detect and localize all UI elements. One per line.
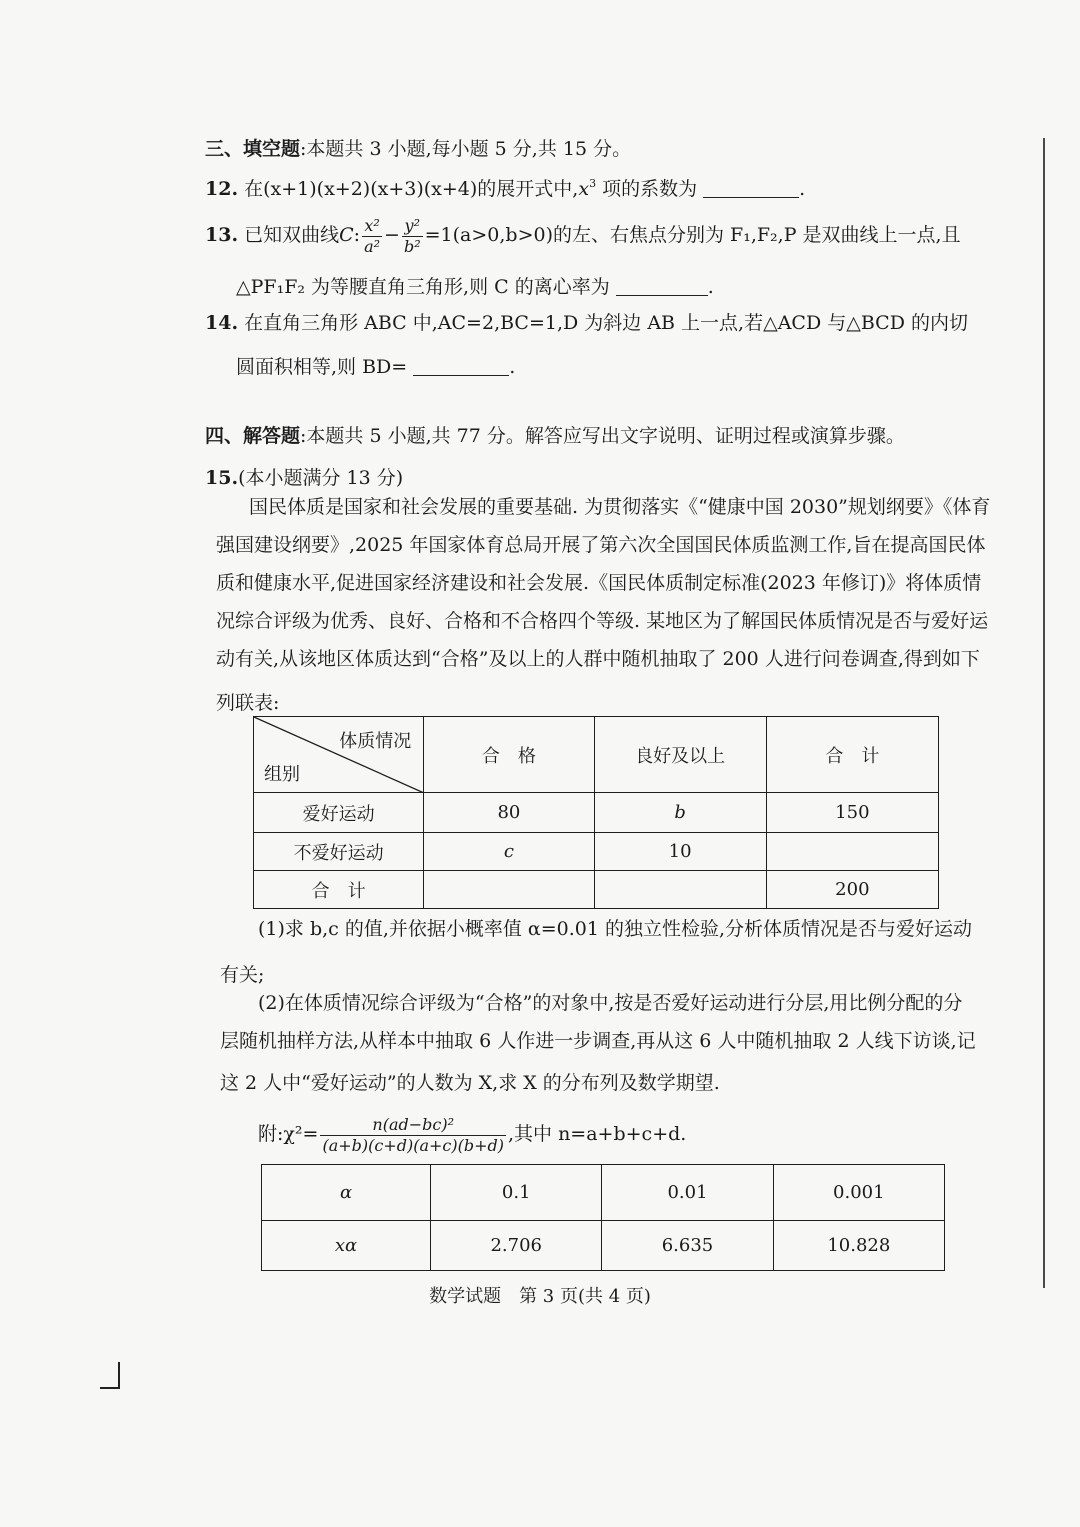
diagonal-header-cell [254,717,424,793]
table-row [254,871,939,909]
table-cell: 150 [766,793,938,833]
operator: − [384,224,400,246]
table-header-row [254,717,939,793]
question-head: (本小题满分 13 分) [238,467,404,489]
chi-square-fraction [320,1115,506,1156]
punctuation: . [509,356,516,378]
question-text: 在直角三角形 ABC 中,AC=2,BC=1,D 为斜边 AB 上一点,若△ACD 与△BCD 的内切 [244,312,968,334]
table-row [262,1221,945,1271]
section-title: 三、填空题 [205,138,301,160]
question-number: 15. [205,467,239,489]
part-1-line: 有关; [220,964,265,986]
question-14 [205,310,968,336]
question-number: 12. [205,178,239,200]
row-label: 合 计 [254,871,424,909]
question-text: : [353,224,361,246]
answer-blank[interactable] [703,179,799,198]
table-cell: 2.706 [431,1221,602,1271]
formula-suffix: ,其中 n=a+b+c+d. [507,1123,687,1145]
section-desc: :本题共 3 小题,每小题 5 分,共 15 分。 [300,138,632,160]
fraction [362,216,382,257]
part-2-line: (2)在体质情况综合评级为“合格”的对象中,按是否爱好运动进行分层,用比例分配的分 [258,992,963,1014]
section-4-heading [205,423,905,449]
table-cell: b [594,793,766,833]
table-cell: 0.1 [431,1165,602,1221]
question-text: C [339,224,354,246]
part-2-line: 层随机抽样方法,从样本中抽取 6 人作进一步调查,再从这 6 人中随机抽取 2 人线下访谈,记 [220,1030,976,1052]
row-label: 爱好运动 [254,793,424,833]
fraction [402,216,423,257]
row-label: α [262,1165,431,1221]
table-cell: 10 [594,833,766,871]
row-label: 不爱好运动 [254,833,424,871]
fraction-denominator: a² [364,236,381,256]
binding-rule [1043,138,1045,1288]
paragraph-line: 质和健康水平,促进国家经济建设和社会发展.《国民体质制定标准(2023 年修订)》将体质情 [216,572,982,594]
question-14-line2 [236,354,515,380]
table-cell [766,833,938,871]
exponent: 3 [589,177,597,190]
question-13-line2 [236,274,714,300]
paragraph-line: 强国建设纲要》,2025 年国家体育总局开展了第六次全国国民体质监测工作,旨在提高国民体 [216,534,986,556]
fraction-numerator: n(ad−bc)² [372,1114,455,1134]
table-row [262,1165,945,1221]
table-cell: 80 [424,793,594,833]
question-number: 14. [205,312,239,334]
page-footer: 数学试题 第 3 页(共 4 页) [429,1286,651,1307]
fraction-numerator: y² [404,215,420,235]
question-15 [205,465,403,491]
table-cell: 200 [766,871,938,909]
question-text: 已知双曲线 [244,224,340,246]
question-text: 圆面积相等,则 BD= [236,356,408,378]
contingency-table [253,716,939,909]
table-cell [594,871,766,909]
table-cell: c [424,833,594,871]
punctuation: . [799,178,806,200]
question-text: 在(x+1)(x+2)(x+3)(x+4)的展开式中, [244,178,579,200]
paragraph-line: 国民体质是国家和社会发展的重要基础. 为贯彻落实《“健康中国 2030”规划纲要》《体育 [249,496,991,518]
table-cell: 10.828 [773,1221,944,1271]
fraction-denominator: (a+b)(c+d)(a+c)(b+d) [322,1135,504,1155]
column-header: 良好及以上 [594,717,766,793]
critical-value-table [261,1164,945,1271]
part-2-line: 这 2 人中“爱好运动”的人数为 X,求 X 的分布列及数学期望. [220,1072,720,1094]
diagonal-header-bottom: 组别 [264,764,300,785]
part-1-line: (1)求 b,c 的值,并依据小概率值 α=0.01 的独立性检验,分析体质情况是否与爱好运动 [258,918,973,940]
table-cell [424,871,594,909]
answer-blank[interactable] [413,357,509,376]
row-label: xα [262,1221,431,1271]
fraction-numerator: x² [364,215,380,235]
section-3-heading [205,136,631,162]
paragraph-line: 动有关,从该地区体质达到“合格”及以上的人群中随机抽取了 200 人进行问卷调查,得到如下 [216,648,980,670]
answer-blank[interactable] [616,277,708,296]
table-row [254,793,939,833]
crop-mark [118,1362,120,1388]
section-title: 四、解答题 [205,425,301,447]
question-text: 项的系数为 [596,178,698,200]
column-header: 合 格 [424,717,594,793]
question-text: =1(a>0,b>0)的左、右焦点分别为 F₁,F₂,P 是双曲线上一点,且 [424,224,961,246]
question-number: 13. [205,224,239,246]
question-12 [205,176,805,202]
paragraph-line: 况综合评级为优秀、良好、合格和不合格四个等级. 某地区为了解国民体质情况是否与爱好运 [216,610,989,632]
crop-mark [100,1387,120,1389]
table-cell: 0.01 [602,1165,773,1221]
table-cell: 0.001 [773,1165,944,1221]
fraction-denominator: b² [403,236,421,256]
appendix-formula [258,1108,686,1160]
table-cell: 6.635 [602,1221,773,1271]
question-text: x [578,178,590,200]
diagonal-header-top: 体质情况 [339,731,412,752]
column-header: 合 计 [766,717,938,793]
table-row [254,833,939,871]
question-13 [205,210,961,260]
paragraph-line: 列联表: [216,692,280,714]
punctuation: . [707,276,714,298]
formula-prefix: 附:χ²= [258,1123,319,1145]
question-text: △PF₁F₂ 为等腰直角三角形,则 C 的离心率为 [236,276,610,298]
section-desc: :本题共 5 小题,共 77 分。解答应写出文字说明、证明过程或演算步骤。 [300,425,905,447]
